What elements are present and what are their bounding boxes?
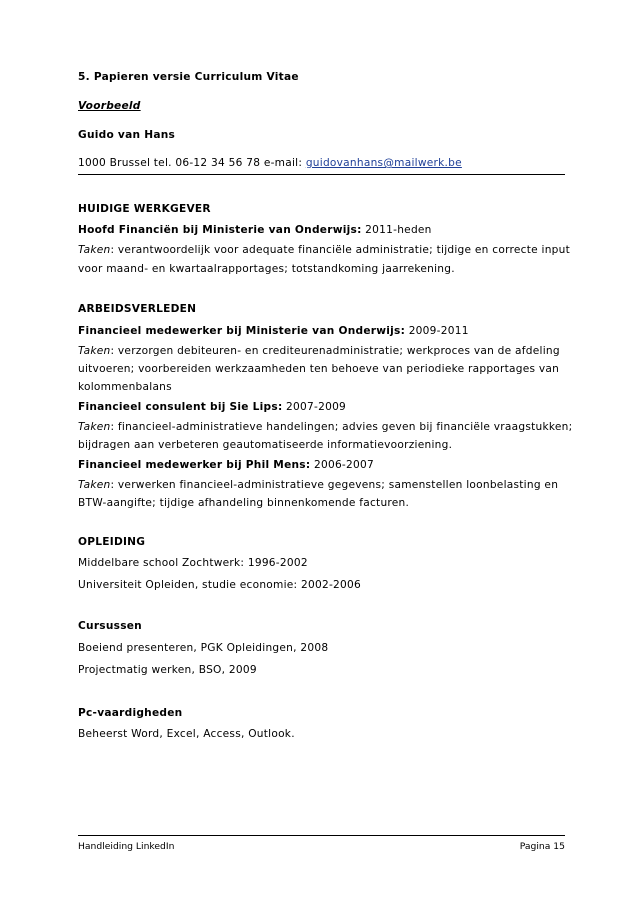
course-item: Boeiend presenteren, PGK Opleidingen, 2008 [78,642,329,654]
job-2-title-line [78,400,346,414]
tasks-text: : verantwoordelijk voor adequate financiële administratie; tijdige en correcte input [110,244,570,256]
tasks-text: : verzorgen debiteuren- en crediteurenadministratie; werkproces van de afdeling [110,345,560,357]
current-employer-heading: HUIDIGE WERKGEVER [78,203,211,215]
cv-name: Guido van Hans [78,129,176,141]
tasks-label: Taken [78,421,111,433]
pc-skills-text: Beheerst Word, Excel, Access, Outlook. [78,728,295,740]
tasks-label: Taken [78,345,111,357]
job-1-title-line [78,324,469,338]
email-link[interactable]: guidovanhans@mailwerk.be [305,157,462,169]
tasks-text: : financieel-administratieve handelingen; advies geven bij financiële vraagstukken; [110,421,573,433]
education-item: Universiteit Opleiden, studie economie: 2002-2006 [78,579,361,591]
job-title: Financieel consulent bij Sie Lips: [78,401,283,413]
education-item: Middelbare school Zochtwerk: 1996-2002 [78,557,308,569]
education-heading: OPLEIDING [78,536,146,548]
job-2-tasks-line-2: bijdragen aan verbeteren geautomatiseerde informatievoorziening. [78,439,453,451]
pc-skills-heading: Pc-vaardigheden [78,707,183,719]
current-job-tasks-line-2: voor maand- en kwartaalrapportages; totstandkoming jaarrekening. [78,263,455,275]
courses-heading: Cursussen [78,620,142,632]
job-1-tasks-line-2: uitvoeren; voorbereiden werkzaamheden ten behoeve van periodieke rapportages van [78,363,560,375]
example-label: Voorbeeld [78,100,141,112]
current-job-period: 2011-heden [361,224,432,236]
footer-divider [78,835,565,836]
current-job-title: Hoofd Financiën bij Ministerie van Onderwijs: [78,224,362,236]
job-3-tasks-line-2: BTW-aangifte; tijdige afhandeling binnenkomende facturen. [78,497,410,509]
work-history-heading: ARBEIDSVERLEDEN [78,303,197,315]
job-title: Financieel medewerker bij Phil Mens: [78,459,311,471]
page-number: Pagina 15 [519,841,565,852]
job-title: Financieel medewerker bij Ministerie van Onderwijs: [78,325,406,337]
contact-line [78,156,462,170]
section-heading: 5. Papieren versie Curriculum Vitae [78,71,299,83]
current-job-tasks-line-1 [78,243,570,257]
job-period: 2006-2007 [310,459,374,471]
header-divider [78,174,565,175]
job-3-title-line [78,458,374,472]
job-1-tasks-line-1 [78,344,560,358]
current-job-title-line [78,223,432,237]
tasks-label: Taken [78,479,111,491]
job-1-tasks-line-3: kolommenbalans [78,381,172,393]
contact-text: 1000 Brussel tel. 06-12 34 56 78 e-mail: [78,157,306,169]
job-period: 2007-2009 [282,401,347,413]
job-period: 2009-2011 [405,325,469,337]
tasks-text: : verwerken financieel-administratieve gegevens; samenstellen loonbelasting en [110,479,559,491]
footer-title: Handleiding LinkedIn [78,841,175,852]
course-item: Projectmatig werken, BSO, 2009 [78,664,257,676]
tasks-label: Taken [78,244,111,256]
job-3-tasks-line-1 [78,478,558,492]
job-2-tasks-line-1 [78,420,572,434]
